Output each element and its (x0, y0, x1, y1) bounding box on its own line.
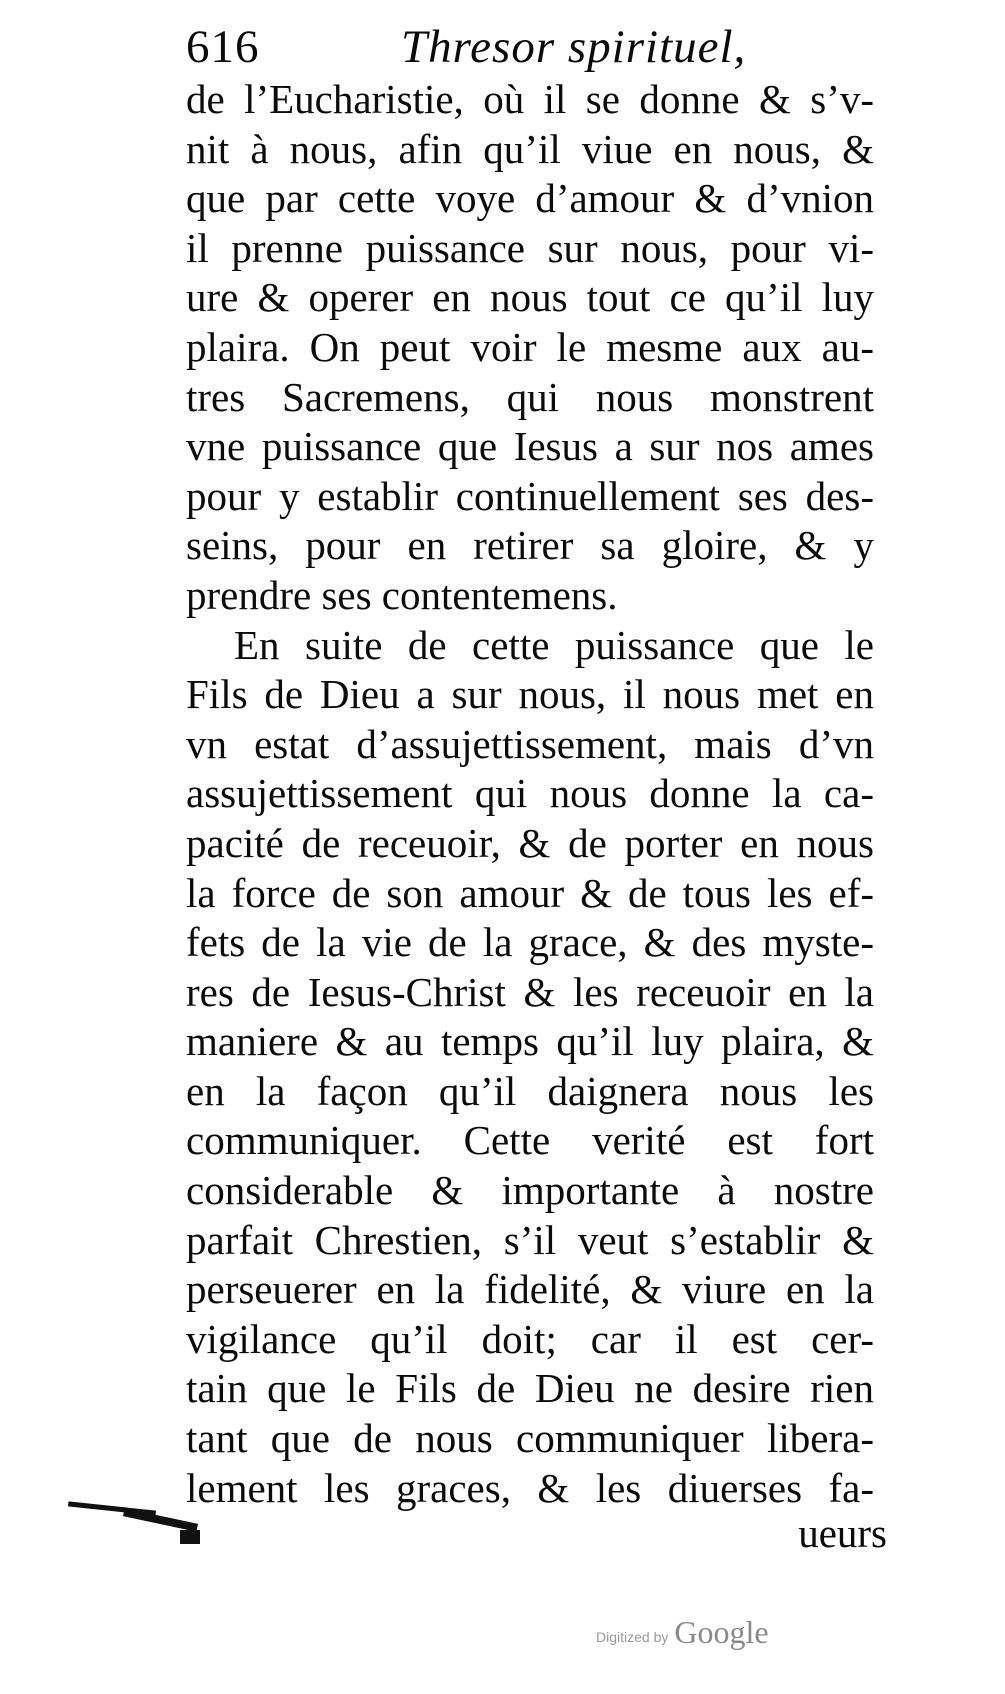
body-text (186, 75, 874, 1513)
text-line: vigilance qu’il doit; car il est cer- (186, 1315, 874, 1362)
text-line: nit à nous, afin qu’il viue en nous, & (186, 125, 874, 172)
text-line: la force de son amour & de tous les ef- (186, 869, 874, 916)
ink-smudge (180, 1530, 200, 1544)
text-line: communiquer. Cette verité est fort (186, 1117, 874, 1164)
text-line: que par cette voye d’amour & d’vnion (186, 175, 874, 222)
text-line: ure & operer en nous tout ce qu’il luy (186, 274, 874, 321)
text-line: vn estat d’assujettissement, mais d’vn (186, 720, 874, 767)
text-line: plaira. On peut voir le mesme aux au- (186, 323, 874, 370)
running-title: Thresor spirituel, (401, 21, 747, 73)
text-line: tant que de nous communiquer libera- (186, 1415, 874, 1462)
google-watermark (596, 1614, 769, 1650)
text-line: de l’Eucharistie, où il se donne & s’v- (186, 76, 874, 122)
text-line: lement les graces, & les diuerses fa- (186, 1464, 874, 1511)
text-line: fets de la vie de la grace, & des myste- (186, 919, 874, 966)
catchword: ueurs (798, 1510, 887, 1556)
text-line: considerable & importante à nostre (186, 1167, 874, 1214)
text-line: vne puissance que Iesus a sur nos ames (186, 423, 874, 470)
paragraph-end-line: prendre ses contentemens. (186, 571, 618, 618)
running-head (186, 18, 874, 76)
text-line: perseuerer en la fidelité, & viure en la (186, 1266, 874, 1313)
text-line: assujettissement qui nous donne la ca- (186, 770, 874, 817)
text-line: pour y establir continuellement ses des- (186, 472, 874, 519)
text-line: il prenne puissance sur nous, pour vi- (186, 224, 874, 271)
text-line: Fils de Dieu a sur nous, il nous met en (186, 671, 874, 718)
paragraph-start-line: En suite de cette puissance que le (234, 621, 874, 668)
text-line: seins, pour en retirer sa gloire, & y (186, 522, 874, 569)
text-line: tain que le Fils de Dieu ne desire rien (186, 1365, 874, 1412)
text-line: en la façon qu’il daignera nous les (186, 1067, 874, 1114)
digitized-by-label: Digitized by (596, 1629, 669, 1645)
page-number: 616 (186, 21, 260, 73)
text-line: res de Iesus-Christ & les receuoir en la (186, 968, 874, 1015)
google-logo: Google (674, 1614, 769, 1650)
text-line: maniere & au temps qu’il luy plaira, & (186, 1018, 874, 1065)
text-line: pacité de receuoir, & de porter en nous (186, 819, 874, 866)
text-line: tres Sacremens, qui nous monstrent (186, 373, 874, 420)
text-line: parfait Chrestien, s’il veut s’establir & (186, 1216, 874, 1263)
